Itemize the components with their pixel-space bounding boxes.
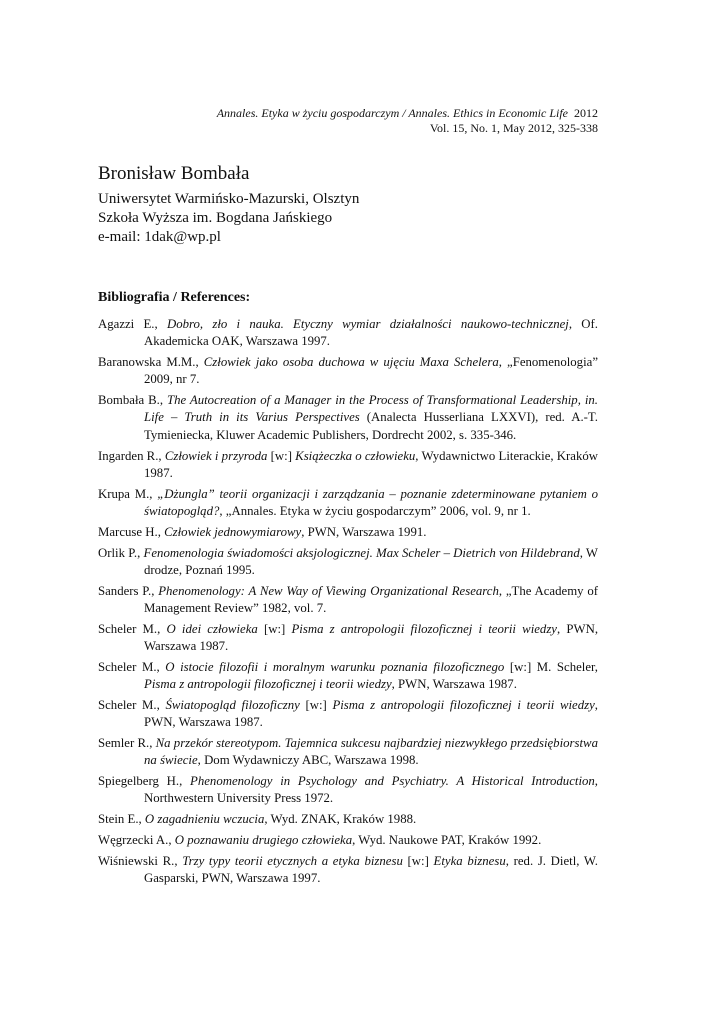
reference-entry [98, 853, 598, 888]
reference-entry [98, 697, 598, 732]
ref-details: [w:] [299, 697, 333, 712]
ref-author: Scheler M., [98, 621, 167, 636]
reference-entry [98, 545, 598, 580]
reference-entry [98, 735, 598, 770]
affiliation-university: Uniwersytet Warmińsko-Mazurski, Olsztyn [98, 191, 360, 207]
ref-author: Agazzi E., [98, 317, 167, 331]
reference-entry [98, 621, 598, 656]
ref-details: [w:] [257, 621, 292, 636]
author-email: e-mail: 1dak@wp.pl [98, 229, 221, 245]
journal-volume: Vol. 15, No. 1, May 2012, 325-338 [429, 121, 598, 135]
reference-entry [98, 486, 598, 521]
ref-title: Fenomenologia świadomości aksjologicznej. Max Scheler – Dietrich von Hildebrand [143, 545, 580, 560]
ref-author: Baranowska M.M., [98, 355, 204, 370]
ref-author: Spiegelberg H., [98, 774, 191, 789]
bibliography-heading: Bibliografia / References: [98, 290, 251, 305]
ref-title: Człowiek i przyroda [164, 448, 268, 463]
reference-entry [98, 316, 598, 351]
ref-title: „Dżungla” teorii organizacji i zarządzania – poznanie zdeterminowane pytaniem o światopogląd? [144, 486, 598, 518]
ref-details: [w:] [267, 448, 296, 463]
ref-publisher: , PWN, Warszawa 1987. [391, 677, 517, 692]
ref-publisher: , PWN, Warszawa 1987. [144, 697, 598, 730]
ref-title: The Autocreation of a Manager in the Process of Transformational Leadership, in. Life – Truth in its Varius Perspectives [144, 393, 598, 425]
ref-details: , Dom Wydawniczy ABC, Warszawa 1998. [197, 753, 419, 768]
ref-author: Orlik P., [98, 545, 144, 560]
reference-entry [98, 392, 598, 444]
ref-details: (Analecta Husserliana LXXVI), red. A.-T. Tymieniecka, Kluwer Academic Publishers, Dordrecht 2002, s. 335-346. [144, 410, 598, 442]
author-name: Bronisław Bombała [98, 163, 250, 184]
ref-title: O zagadnieniu wczucia [144, 812, 265, 827]
ref-author: Semler R., [98, 736, 156, 751]
ref-author: Węgrzecki A., [98, 833, 175, 848]
ref-author: Stein E., [98, 812, 145, 827]
ref-title: O idei człowieka [166, 621, 258, 636]
ref-details: , Northwestern University Press 1972. [144, 774, 598, 806]
reference-entry [98, 659, 598, 694]
ref-details: , „Fenomenologia” 2009, nr 7. [144, 355, 598, 387]
ref-title: Trzy typy teorii etycznych a etyka biznesu [182, 853, 403, 868]
ref-title: O poznawaniu drugiego człowieka [174, 833, 353, 848]
ref-details: [w:] M. Scheler, [504, 659, 598, 674]
journal-year: 2012 [574, 106, 598, 120]
ref-title: O istocie filozofii i moralnym warunku poznania filozoficznego [165, 659, 505, 674]
reference-entry [98, 832, 598, 849]
ref-author: Scheler M., [98, 659, 166, 674]
ref-book-title: Pisma z antropologii filozoficznej i teorii wiedzy [144, 677, 392, 692]
reference-entry [98, 583, 598, 618]
ref-author: Sanders P., [98, 583, 159, 598]
ref-details: , Wyd. ZNAK, Kraków 1988. [264, 812, 417, 827]
reference-entry [98, 773, 598, 808]
ref-book-title: Etyka biznesu [433, 853, 506, 868]
ref-details: [w:] [402, 853, 434, 868]
ref-author: Wiśniewski R., [98, 853, 183, 868]
ref-book-title: Pisma z antropologii filozoficznej i teorii wiedzy [291, 621, 557, 636]
ref-publisher: , red. J. Dietl, W. Gasparski, PWN, Warszawa 1997. [144, 853, 599, 886]
journal-title: Annales. Etyka w życiu gospodarczym / Annales. Ethics in Economic Life [216, 106, 568, 120]
journal-line [118, 106, 598, 121]
reference-entry [98, 524, 598, 541]
ref-author: Ingarden R., [98, 448, 165, 463]
ref-publisher: , Wydawnictwo Literackie, Kraków 1987. [144, 448, 599, 480]
ref-title: Phenomenology in Psychology and Psychiatry. A Historical Introduction [190, 774, 595, 789]
ref-author: Bombała B., [98, 393, 168, 408]
affiliation-school: Szkoła Wyższa im. Bogdana Jańskiego [98, 210, 333, 226]
ref-details: , Wyd. Naukowe PAT, Kraków 1992. [352, 833, 542, 848]
ref-details: , PWN, Warszawa 1991. [301, 524, 427, 539]
ref-title: Na przekór stereotypom. Tajemnica sukcesu najbardziej niezwykłego przedsiębiorstwa na świecie [144, 736, 598, 768]
reference-entry [98, 448, 598, 483]
ref-book-title: Książeczka o człowieku [295, 448, 416, 463]
ref-author: Krupa M., [98, 486, 158, 501]
ref-title: Człowiek jednowymiarowy [164, 524, 302, 539]
ref-details: , Of. Akademicka OAK, Warszawa 1997. [144, 317, 598, 349]
reference-list [98, 316, 598, 891]
ref-title: Człowiek jako osoba duchowa w ujęciu Maxa Schelera [203, 355, 499, 370]
ref-details: , W drodze, Poznań 1995. [144, 545, 598, 577]
ref-title: Dobro, zło i nauka. Etyczny wymiar działalności naukowo-technicznej [166, 317, 569, 331]
journal-header [118, 106, 598, 136]
ref-publisher: , PWN, Warszawa 1987. [144, 621, 599, 654]
ref-title: Phenomenology: A New Way of Viewing Organizational Research [158, 583, 499, 598]
reference-entry [98, 811, 598, 828]
ref-book-title: Pisma z antropologii filozoficznej i teorii wiedzy [332, 697, 595, 712]
ref-details: , „The Academy of Management Review” 1982, vol. 7. [144, 583, 598, 615]
ref-title: Światopogląd filozoficzny [165, 697, 300, 712]
ref-author: Marcuse H., [98, 524, 165, 539]
reference-entry [98, 354, 598, 389]
author-block [98, 162, 598, 247]
ref-author: Scheler M., [98, 697, 166, 712]
ref-details: , „Annales. Etyka w życiu gospodarczym” 2006, vol. 9, nr 1. [219, 503, 531, 518]
